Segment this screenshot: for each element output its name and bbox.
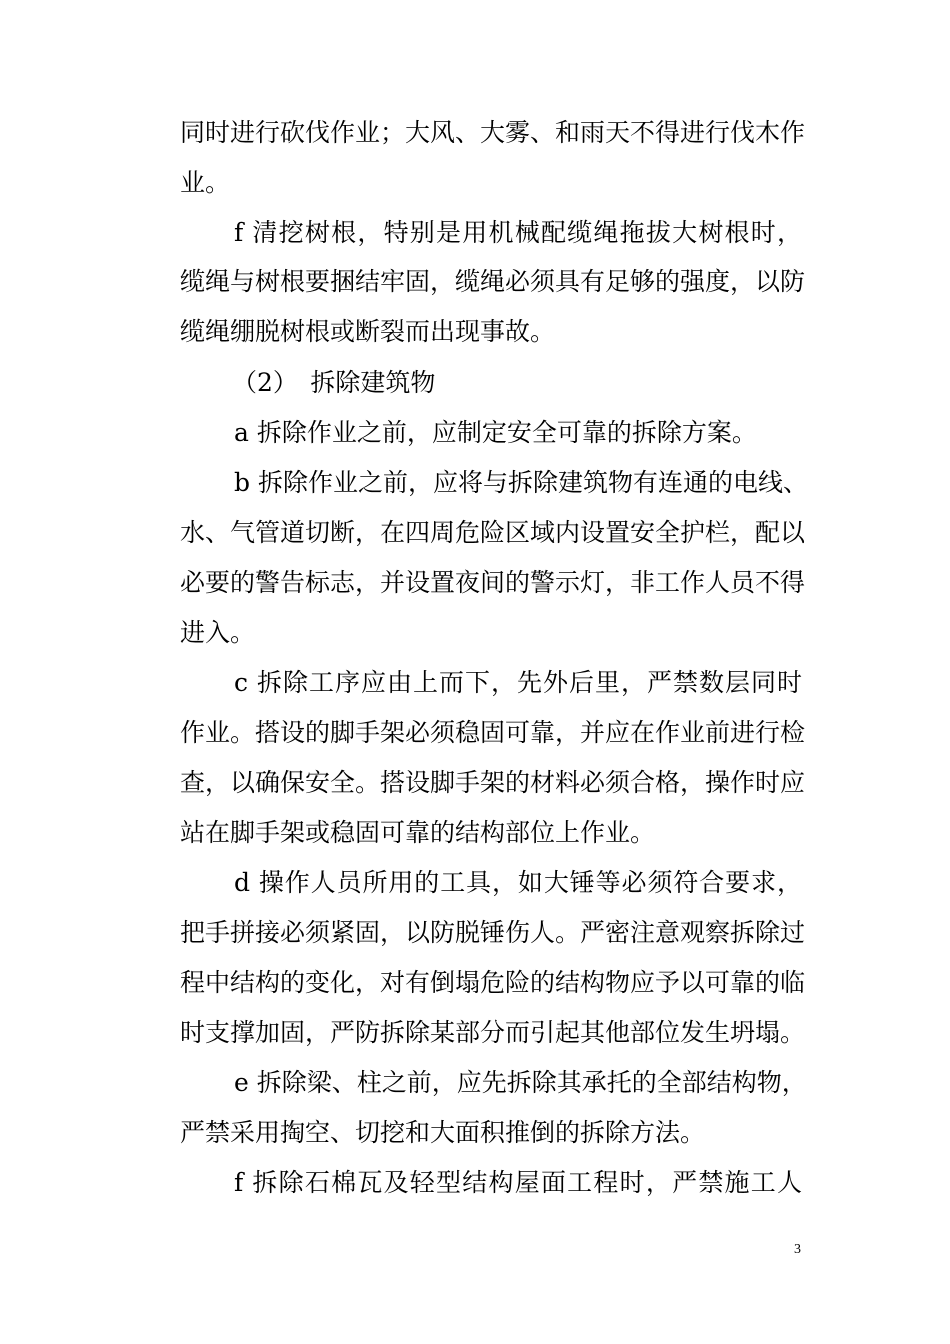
text-line: b 拆除作业之前，应将与拆除建筑物有连通的电线、 xyxy=(234,468,808,497)
text-line: f 拆除石棉瓦及轻型结构屋面工程时，严禁施工人 xyxy=(234,1168,802,1197)
page-number: 3 xyxy=(794,1242,801,1257)
text-line: 站在脚手架或稳固可靠的结构部位上作业。 xyxy=(180,818,656,847)
text-line: 作业。搭设的脚手架必须稳固可靠，并应在作业前进行检 xyxy=(180,718,806,747)
text-line: 缆绳与树根要捆结牢固，缆绳必须具有足够的强度，以防 xyxy=(180,267,806,296)
text-line: f 清挖树根，特别是用机械配缆绳拖拔大树根时， xyxy=(234,218,802,247)
text-line: 把手拼接必须紧固，以防脱锤伤人。严密注意观察拆除过 xyxy=(180,918,806,947)
text-line: c 拆除工序应由上而下，先外后里，严禁数层同时 xyxy=(234,668,802,697)
text-line: 时支撑加固，严防拆除某部分而引起其他部位发生坍塌。 xyxy=(180,1018,806,1047)
text-line: 业。 xyxy=(180,168,231,197)
text-line: 进入。 xyxy=(180,618,256,647)
text-line: d 操作人员所用的工具，如大锤等必须符合要求， xyxy=(234,868,802,897)
text-line: 水、气管道切断，在四周危险区域内设置安全护栏，配以 xyxy=(180,518,806,547)
text-line: 程中结构的变化，对有倒塌危险的结构物应予以可靠的临 xyxy=(180,968,806,997)
section-heading: （2） 拆除建筑物 xyxy=(232,368,436,397)
text-line: a 拆除作业之前，应制定安全可靠的拆除方案。 xyxy=(234,418,757,447)
text-line: 查，以确保安全。搭设脚手架的材料必须合格，操作时应 xyxy=(180,768,806,797)
text-line: e 拆除梁、柱之前，应先拆除其承托的全部结构物， xyxy=(234,1068,807,1097)
text-line: 同时进行砍伐作业；大风、大雾、和雨天不得进行伐木作 xyxy=(180,118,806,147)
text-line: 严禁采用掏空、切挖和大面积推倒的拆除方法。 xyxy=(180,1118,706,1147)
text-line: 必要的警告标志，并设置夜间的警示灯，非工作人员不得 xyxy=(180,568,806,597)
text-line: 缆绳绷脱树根或断裂而出现事故。 xyxy=(180,317,556,346)
